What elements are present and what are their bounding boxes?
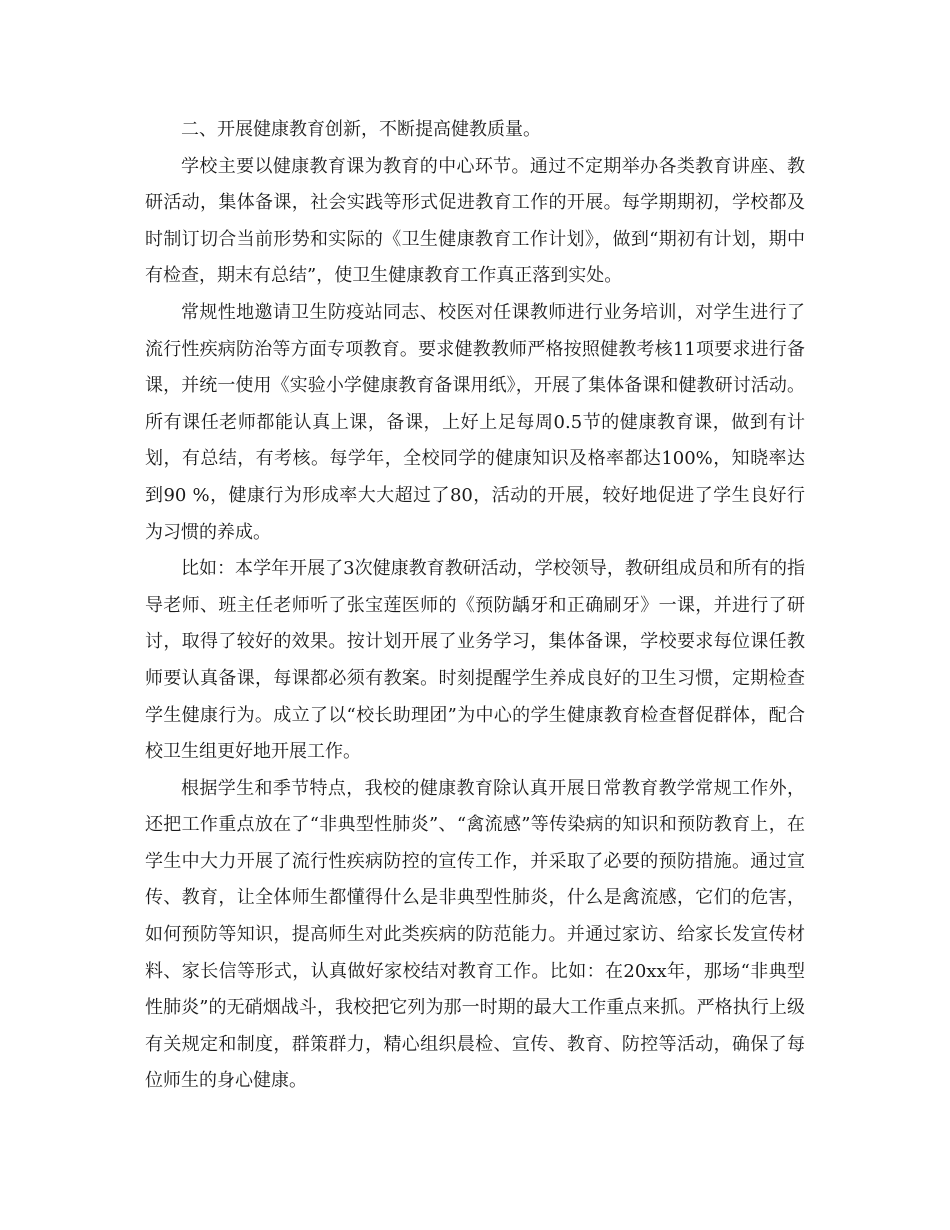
paragraph-teaching-center: 学校主要以健康教育课为教育的中心环节。通过不定期举办各类教育讲座、教研活动，集体备课，社会实践等形式促进教育工作的开展。每学期期初，学校都及时制订切合当前形势和实际的《卫生健康教育工作计划》，做到“期初有计划，期中有检查，期末有总结”，使卫生健康教育工作真正落到实处。 bbox=[145, 155, 805, 287]
document-body bbox=[145, 112, 805, 1100]
paragraph-training: 常规性地邀请卫生防疫站同志、校医对任课教师进行业务培训，对学生进行了流行性疾病防治等方面专项教育。要求健教教师严格按照健教考核11项要求进行备课，并统一使用《实验小学健康教育备课用纸》，开展了集体备课和健教研讨活动。所有课任老师都能认真上课，备课，上好上足每周0.5节的健康教育课，做到有计划，有总结，有考核。每学年，全校同学的健康知识及格率都达100%，知晓率达到90 %，健康行为形成率大大超过了80，活动的开展，较好地促进了学生良好行为习惯的养成。 bbox=[145, 301, 805, 543]
paragraph-epidemic-prevention: 根据学生和季节特点，我校的健康教育除认真开展日常教育教学常规工作外，还把工作重点放在了“非典型性肺炎”、“禽流感”等传染病的知识和预防教育上，在学生中大力开展了流行性疾病防控的宣传工作，并采取了必要的预防措施。通过宣传、教育，让全体师生都懂得什么是非典型性肺炎，什么是禽流感，它们的危害，如何预防等知识，提高师生对此类疾病的防范能力。并通过家访、给家长发宣传材料、家长信等形式，认真做好家校结对教育工作。比如：在20xx年，那场“非典型性肺炎”的无硝烟战斗，我校把它列为那一时期的最大工作重点来抓。严格执行上级有关规定和制度，群策群力，精心组织晨检、宣传、教育、防控等活动，确保了每位师生的身心健康。 bbox=[145, 777, 805, 1092]
section-heading: 二、开展健康教育创新，不断提高健教质量。 bbox=[181, 119, 541, 140]
paragraph-example: 比如：本学年开展了3次健康教育教研活动，学校领导，教研组成员和所有的指导老师、班主任老师听了张宝莲医师的《预防龋牙和正确刷牙》一课，并进行了研讨，取得了较好的效果。按计划开展了业务学习，集体备课，学校要求每位课任教师要认真备课，每课都必须有教案。时刻提醒学生养成良好的卫生习惯，定期检查学生健康行为。成立了以“校长助理团”为中心的学生健康教育检查督促群体，配合校卫生组更好地开展工作。 bbox=[145, 558, 805, 763]
